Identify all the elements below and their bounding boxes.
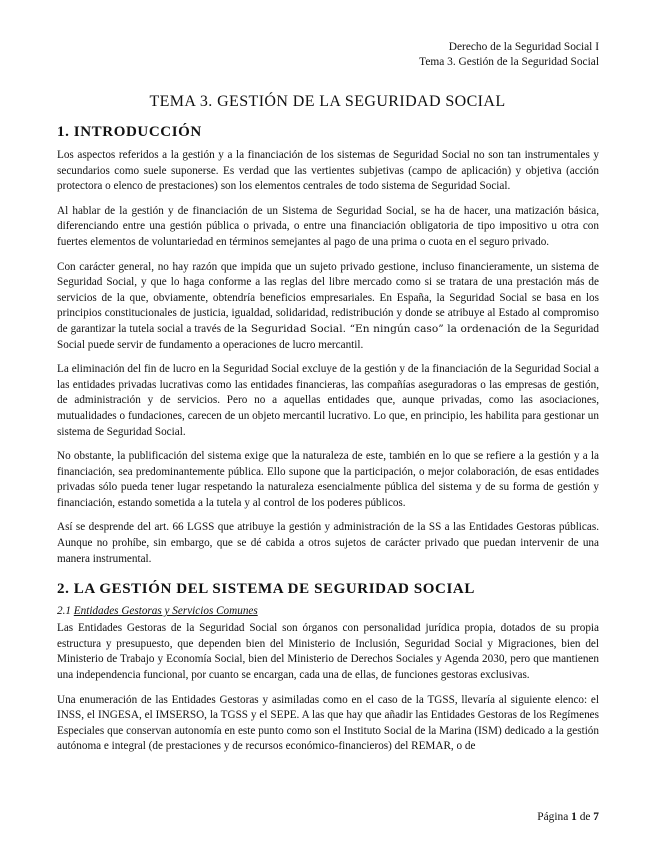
running-header	[419, 40, 599, 70]
paragraph: Las Entidades Gestoras de la Seguridad Social son órganos con personalidad jurídica propia, dotados de su propia estructura y presupuesto, que dependen bien del Ministerio de Inclusión, Seguridad Social y Migraciones, bien del Ministerio de Trabajo y Economía Social, bien del Ministerio de Derechos Sociales y Agenda 2030, pero que mantienen una independencia funcional, por cuanto se encargan, cada una de ellas, de funciones gestoras exclusivas.	[57, 622, 599, 682]
paragraph-text: Con carácter general, no hay razón que impida que un sujeto privado gestione, incluso financieramente, un sistema de Seguridad Social, y que lo haga conforme a las reglas del libre mercado como si se tratara de una prestación más de servicios de la que, obviamente, obtendría beneficios empresariales. En España, la Seguridad Social se basa en los principios constitucionales de justicia, igualdad, solidaridad, redistribución y donde se atribuye al Estado al compromiso de garantizar la tutela social a través de	[57, 260, 599, 335]
current-page: 1	[571, 811, 577, 823]
header-course: Derecho de la Seguridad Social I	[448, 41, 599, 53]
paragraph: No obstante, la publificación del sistema exige que la naturaleza de este, también en lo que se refiere a la gestión y a la financiación, sea predominantemente pública. Ello supone que la participación, o mejor colaboración, de esas entidades privadas sólo pueda tener lugar respetando la naturaleza esencialmente pública del sistema y de su forma de gestión y financiación, estando sometida a la tutela y al control de los poderes públicos.	[57, 450, 599, 509]
paragraph: Los aspectos referidos a la gestión y a la financiación de los sistemas de Seguridad Social no son tan instrumentales y secundarios como suele suponerse. Es verdad que las vertientes subjetivas (campo de aplicación) y objetiva (acción protectora o elenco de prestaciones) son los elementos centrales de todo sistema de Seguridad Social.	[57, 149, 599, 193]
subsection-heading	[57, 605, 599, 617]
total-pages: 7	[593, 811, 599, 823]
subsection-title: Entidades Gestoras y Servicios Comunes	[73, 605, 258, 618]
document-body	[57, 124, 599, 764]
paragraph: Así se desprende del art. 66 LGSS que atribuye la gestión y administración de la SS a las Entidades Gestoras públicas. Aunque no prohíbe, sin embargo, que se dé cabida a otros sujetos de carácter privado que puedan intervenir de una manera instrumental.	[57, 521, 599, 565]
paragraph: La eliminación del fin de lucro en la Seguridad Social excluye de la gestión y de la financiación de la Seguridad Social a las entidades privadas lucrativas como las entidades financieras, las compañías aseguradoras o las empresas de gestión, de administración y de servicios. Pero no a aquellas entidades que, aunque privadas, como las asociaciones, mutualidades o fundaciones, carecen de un objeto mercantil lucrativo. Lo que, en principio, les habilita para gestionar un sistema de Seguridad Social.	[57, 363, 599, 438]
subsection-number: 2.1	[57, 605, 74, 618]
paragraph: Al hablar de la gestión y de financiación de un Sistema de Seguridad Social, se ha de hacer, una matización básica, diferenciando entre una gestión pública o privada, o entre una financiación obligatoria de tipo impositivo u otra con fuertes elementos de voluntariedad en términos semejantes al pago de una prima o cuota en el seguro privado.	[57, 204, 599, 248]
paragraph-quote: la Seguridad Social. “En ningún caso” la ordenación de la	[237, 322, 551, 335]
paragraph: Una enumeración de las Entidades Gestoras y asimiladas como en el caso de la TGSS, llevaría al siguiente elenco: el INSS, el INGESA, el IMSERSO, la TGSS y el SEPE. A las que hay que añadir las Entidades Gestoras de los Regímenes Especiales que conservan autonomía en este punto como son el Instituto Social de la Marina (ISM) dedicado a la gestión autónoma e integral (de prestaciones y de recursos económico-financieros) del REMAR, o de	[57, 693, 599, 753]
page-title: TEMA 3. GESTIÓN DE LA SEGURIDAD SOCIAL	[149, 93, 506, 110]
paragraph	[57, 260, 599, 354]
section-heading-introduccion: 1. INTRODUCCIÓN	[57, 124, 202, 140]
header-topic: Tema 3. Gestión de la Seguridad Social	[419, 56, 599, 68]
paragraph-text: Seguridad Social puede servir de fundamento a operaciones de lucro mercantil.	[57, 322, 599, 351]
section-heading-gestion: 2. LA GESTIÓN DEL SISTEMA DE SEGURIDAD SOCIAL	[57, 581, 475, 598]
page-number: Página 1 de 7	[537, 811, 599, 823]
